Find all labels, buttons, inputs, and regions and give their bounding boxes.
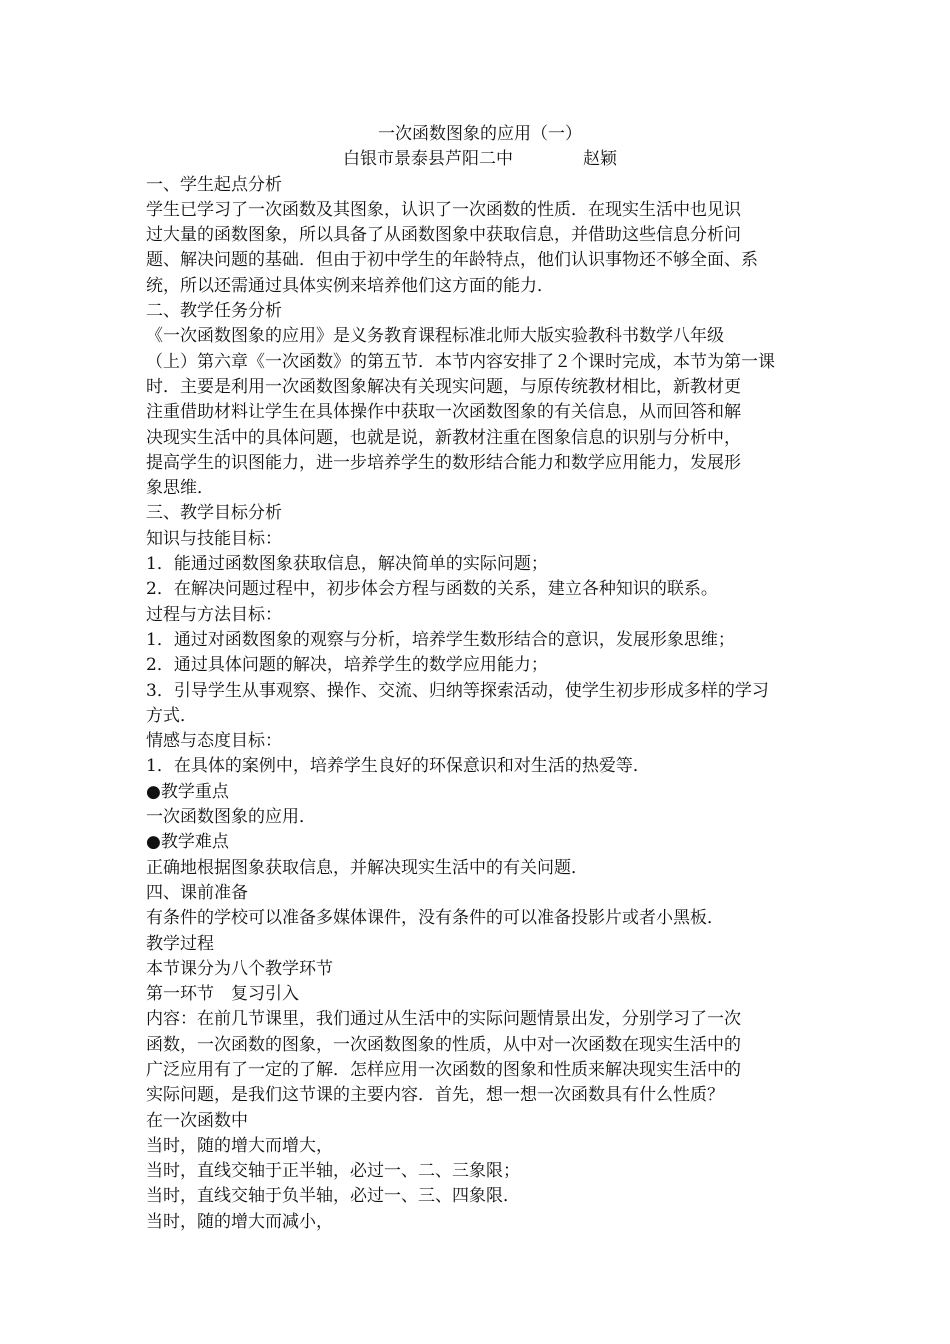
text-line: 提高学生的识图能力，进一步培养学生的数形结合能力和数学应用能力，发展形 (146, 452, 741, 473)
subheading: 情感与态度目标： (146, 731, 282, 752)
school-name: 白银市景泰县芦阳二中 (343, 149, 513, 170)
list-item: 2．通过具体问题的解决，培养学生的数学应用能力； (146, 655, 548, 676)
text-line: 当时，直线交轴于负半轴，必过一、三、四象限． (146, 1186, 520, 1207)
text-line: 当时，随的增大而减小， (146, 1211, 333, 1232)
text-line: 象思维． (146, 478, 214, 499)
text-line: 函数，一次函数的图象，一次函数图象的性质，从中对一次函数在现实生活中的 (146, 1034, 741, 1055)
text-line: 学生已学习了一次函数及其图象，认识了一次函数的性质．在现实生活中也见识 (146, 199, 741, 220)
text-line: 过大量的函数图象，所以具备了从函数图象中获取信息，并借助这些信息分析问 (146, 225, 741, 246)
subheading: 知识与技能目标： (146, 528, 282, 549)
text-line: 《一次函数图象的应用》是义务教育课程标准北师大版实验教科书数学八年级 (146, 326, 724, 347)
text-line: 有条件的学校可以准备多媒体课件，没有条件的可以准备投影片或者小黑板． (146, 908, 724, 929)
section-heading: 三、教学目标分析 (146, 503, 282, 524)
bullet-heading: ●教学难点 (146, 832, 229, 853)
text-line: 当时，直线交轴于正半轴，必过一、二、三象限； (146, 1161, 520, 1182)
text-line: 在一次函数中 (146, 1110, 248, 1131)
list-item: 1．通过对函数图象的观察与分析，培养学生数形结合的意识，发展形象思维； (146, 629, 735, 650)
section-heading: 一、学生起点分析 (146, 174, 282, 195)
list-item: 3．引导学生从事观察、操作、交流、归纳等探索活动，使学生初步形成多样的学习 (146, 680, 769, 701)
list-item: 1．在具体的案例中，培养学生良好的环保意识和对生活的热爱等． (146, 756, 650, 777)
author-name: 赵颖 (583, 149, 617, 170)
list-item: 1．能通过函数图象获取信息，解决简单的实际问题； (146, 554, 548, 575)
list-item: 2．在解决问题过程中，初步体会方程与函数的关系，建立各种知识的联系。 (146, 579, 718, 600)
text-line: 方式． (146, 705, 197, 726)
text-line: 实际问题，是我们这节课的主要内容．首先，想一想一次函数具有什么性质？ (146, 1085, 724, 1106)
text-line: 广泛应用有了一定的了解．怎样应用一次函数的图象和性质来解决现实生活中的 (146, 1059, 741, 1080)
text-line: 时．主要是利用一次函数图象解决有关现实问题，与原传统教材相比，新教材更 (146, 376, 741, 397)
text-line: 决现实生活中的具体问题，也就是说，新教材注重在图象信息的识别与分析中， (146, 427, 741, 448)
subheading: 第一环节 复习引入 (146, 984, 299, 1005)
text-line: 当时，随的增大而增大， (146, 1135, 333, 1156)
subheading: 过程与方法目标： (146, 604, 282, 625)
text-line: 内容：在前几节课里，我们通过从生活中的实际问题情景出发，分别学习了一次 (146, 1009, 741, 1030)
text-line: 本节课分为八个教学环节 (146, 958, 333, 979)
subheading: 教学过程 (146, 933, 214, 954)
author-line (146, 147, 814, 172)
text-line: 注重借助材料让学生在具体操作中获取一次函数图象的有关信息，从而回答和解 (146, 402, 741, 423)
text-line: 题、解决问题的基础．但由于初中学生的年龄特点，他们认识事物还不够全面、系 (146, 250, 758, 271)
text-line: 正确地根据图象获取信息，并解决现实生活中的有关问题． (146, 857, 588, 878)
text-line: （上）第六章《一次函数》的第五节．本节内容安排了２个课时完成，本节为第一课 (146, 351, 775, 372)
document-title: 一次函数图象的应用（一） (378, 124, 582, 144)
document-body (146, 122, 814, 1235)
text-line: 统，所以还需通过具体实例来培养他们这方面的能力． (146, 275, 554, 296)
section-heading: 二、教学任务分析 (146, 301, 282, 322)
section-heading: 四、课前准备 (146, 882, 248, 903)
text-line: 一次函数图象的应用． (146, 807, 316, 828)
bullet-heading: ●教学重点 (146, 781, 229, 802)
